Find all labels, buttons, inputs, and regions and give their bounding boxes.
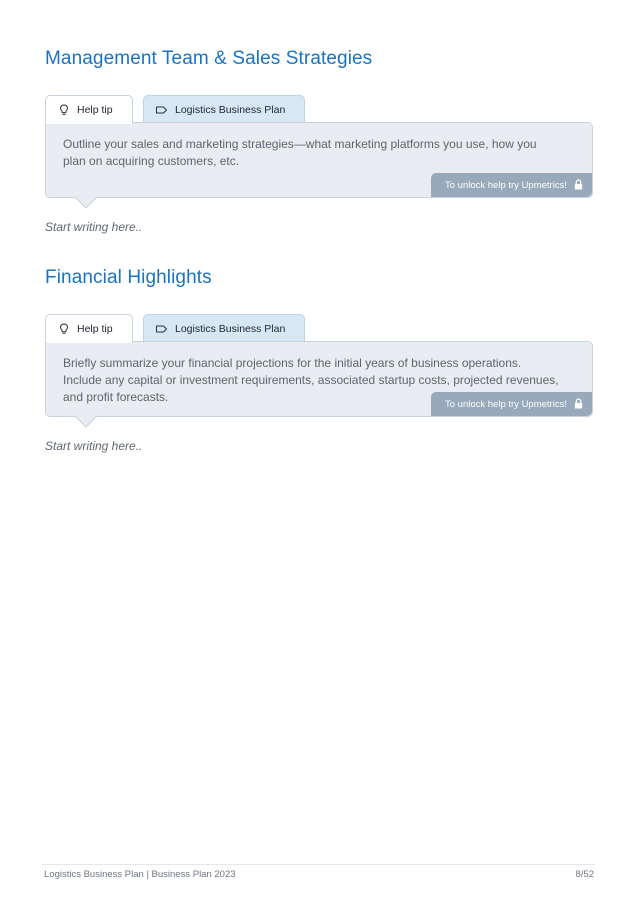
help-tip-box <box>45 341 593 417</box>
lock-icon <box>574 398 583 409</box>
tab-plan-label: Logistics Business Plan <box>175 103 286 116</box>
help-tip-text: Outline your sales and marketing strategies—what marketing platforms you use, how you plan on acquiring customers, etc. <box>63 137 537 168</box>
section-management-team <box>45 47 593 237</box>
tab-help-tip[interactable] <box>45 314 133 343</box>
tab-help-label: Help tip <box>77 104 113 116</box>
tab-help-tip[interactable] <box>45 95 133 124</box>
tab-logistics-business-plan[interactable] <box>143 95 305 123</box>
help-tip-box <box>45 122 593 198</box>
lightbulb-icon <box>58 323 70 335</box>
tag-icon <box>155 104 168 116</box>
lock-icon <box>574 179 583 190</box>
footer-document-title: Logistics Business Plan | Business Plan 2023 <box>44 869 236 880</box>
lightbulb-icon <box>58 104 70 116</box>
footer-divider <box>42 864 595 865</box>
start-writing-placeholder[interactable]: Start writing here.. <box>45 220 143 234</box>
footer-page-number: 8/52 <box>575 869 594 880</box>
tab-plan-label: Logistics Business Plan <box>175 322 286 335</box>
unlock-help-button[interactable] <box>431 173 592 197</box>
tab-logistics-business-plan[interactable] <box>143 314 305 342</box>
section-financial-highlights <box>45 266 593 456</box>
tag-icon <box>155 323 168 335</box>
start-writing-placeholder[interactable]: Start writing here.. <box>45 439 143 453</box>
section-title: Financial Highlights <box>45 267 212 288</box>
unlock-help-button[interactable] <box>431 392 592 416</box>
unlock-label: To unlock help try Upmetrics! <box>445 398 567 410</box>
tab-help-label: Help tip <box>77 323 113 335</box>
help-tip-text: Briefly summarize your financial projections for the initial years of business operations. Include any capital or investment requirements, associated startup costs, projected revenues, and profit forecasts. <box>63 356 559 404</box>
unlock-label: To unlock help try Upmetrics! <box>445 179 567 191</box>
tip-pointer <box>75 416 97 428</box>
section-title: Management Team & Sales Strategies <box>45 48 373 69</box>
tip-pointer <box>75 197 97 209</box>
